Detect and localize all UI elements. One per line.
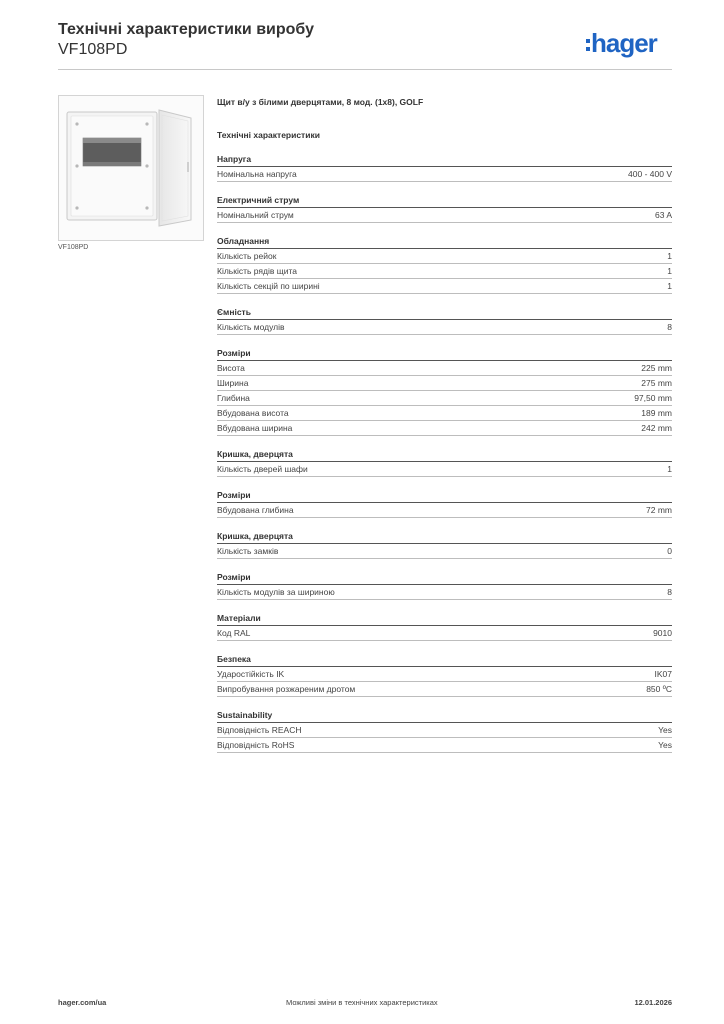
spec-row [217,361,672,376]
spec-value: 275 mm [641,378,672,388]
spec-value: 1 [667,251,672,261]
spec-row [217,738,672,753]
spec-group [217,530,672,559]
spec-row [217,682,672,697]
spec-value: 8 [667,322,672,332]
product-name: Щит в/у з білими дверцятами, 8 мод. (1x8), GOLF [217,97,424,107]
spec-value: 850 ºC [646,684,672,694]
product-code: VF108PD [58,41,128,58]
spec-row [217,249,672,264]
spec-group-title: Кришка, дверцята [217,448,672,462]
spec-row [217,208,672,223]
spec-group [217,194,672,223]
spec-row [217,544,672,559]
spec-label: Номінальна напруга [217,169,297,179]
spec-label: Ударостійкість IK [217,669,285,679]
spec-value: 189 mm [641,408,672,418]
spec-value: 1 [667,464,672,474]
spec-label: Вбудована висота [217,408,289,418]
spec-value: 1 [667,266,672,276]
spec-group [217,571,672,600]
spec-label: Код RAL [217,628,251,638]
spec-value: Yes [658,725,672,735]
spec-value: 400 - 400 V [628,169,672,179]
spec-row [217,279,672,294]
spec-row [217,667,672,682]
spec-value: 242 mm [641,423,672,433]
spec-value: 8 [667,587,672,597]
spec-group-title: Кришка, дверцята [217,530,672,544]
spec-row [217,462,672,477]
spec-group [217,612,672,641]
spec-group [217,153,672,182]
spec-value: 1 [667,281,672,291]
spec-group [217,235,672,294]
spec-group-title: Електричний струм [217,194,672,208]
spec-value: 63 A [654,210,672,220]
spec-group [217,347,672,436]
footer-disclaimer: Можливі зміни в технічних характеристиках [286,998,438,1007]
hager-logo [586,28,672,58]
spec-row [217,391,672,406]
spec-label: Відповідність RoHS [217,740,295,750]
spec-content [217,96,672,753]
spec-group [217,653,672,697]
specs-heading: Технічні характеристики [217,130,320,140]
page-header [58,20,672,70]
spec-row [217,167,672,182]
spec-row [217,723,672,738]
spec-label: Глибина [217,393,250,403]
spec-group-title: Напруга [217,153,672,167]
spec-label: Випробування розжареним дротом [217,684,356,694]
spec-value: Yes [658,740,672,750]
spec-label: Кількість рядів щита [217,266,297,276]
page-title: Технічні характеристики виробу [58,21,314,38]
spec-label: Кількість рейок [217,251,277,261]
spec-row [217,421,672,436]
spec-group-title: Розміри [217,489,672,503]
logo-colon-icon [586,39,590,51]
spec-label: Кількість замків [217,546,279,556]
spec-value: 97,50 mm [634,393,672,403]
product-image [58,95,204,241]
spec-value: 225 mm [641,363,672,373]
spec-row [217,320,672,335]
spec-label: Вбудована ширина [217,423,293,433]
spec-label: Кількість дверей шафи [217,464,308,474]
footer-date: 12.01.2026 [634,998,672,1007]
distribution-board-icon [59,96,203,240]
spec-group-title: Обладнання [217,235,672,249]
spec-group-title: Матеріали [217,612,672,626]
spec-label: Кількість модулів за шириною [217,587,335,597]
spec-group [217,709,672,753]
spec-row [217,585,672,600]
spec-label: Номінальний струм [217,210,294,220]
spec-row [217,376,672,391]
spec-label: Висота [217,363,245,373]
spec-row [217,406,672,421]
spec-row [217,264,672,279]
spec-value: 9010 [653,628,672,638]
spec-group-title: Безпека [217,653,672,667]
logo-text: hager [591,27,657,58]
spec-value: 72 mm [646,505,672,515]
spec-label: Кількість секцій по ширині [217,281,320,291]
spec-group [217,489,672,518]
spec-group [217,448,672,477]
spec-label: Відповідність REACH [217,725,302,735]
spec-value: IK07 [654,669,672,679]
spec-row [217,503,672,518]
spec-label: Кількість модулів [217,322,285,332]
spec-group-title: Sustainability [217,709,672,723]
spec-group-title: Ємність [217,306,672,320]
spec-group [217,306,672,335]
spec-group-title: Розміри [217,571,672,585]
spec-label: Вбудована глибина [217,505,294,515]
spec-group-title: Розміри [217,347,672,361]
spec-groups [217,153,672,753]
spec-label: Ширина [217,378,249,388]
product-image-caption: VF108PD [58,244,89,251]
spec-row [217,626,672,641]
spec-value: 0 [667,546,672,556]
footer-website-link[interactable]: hager.com/ua [58,998,107,1007]
